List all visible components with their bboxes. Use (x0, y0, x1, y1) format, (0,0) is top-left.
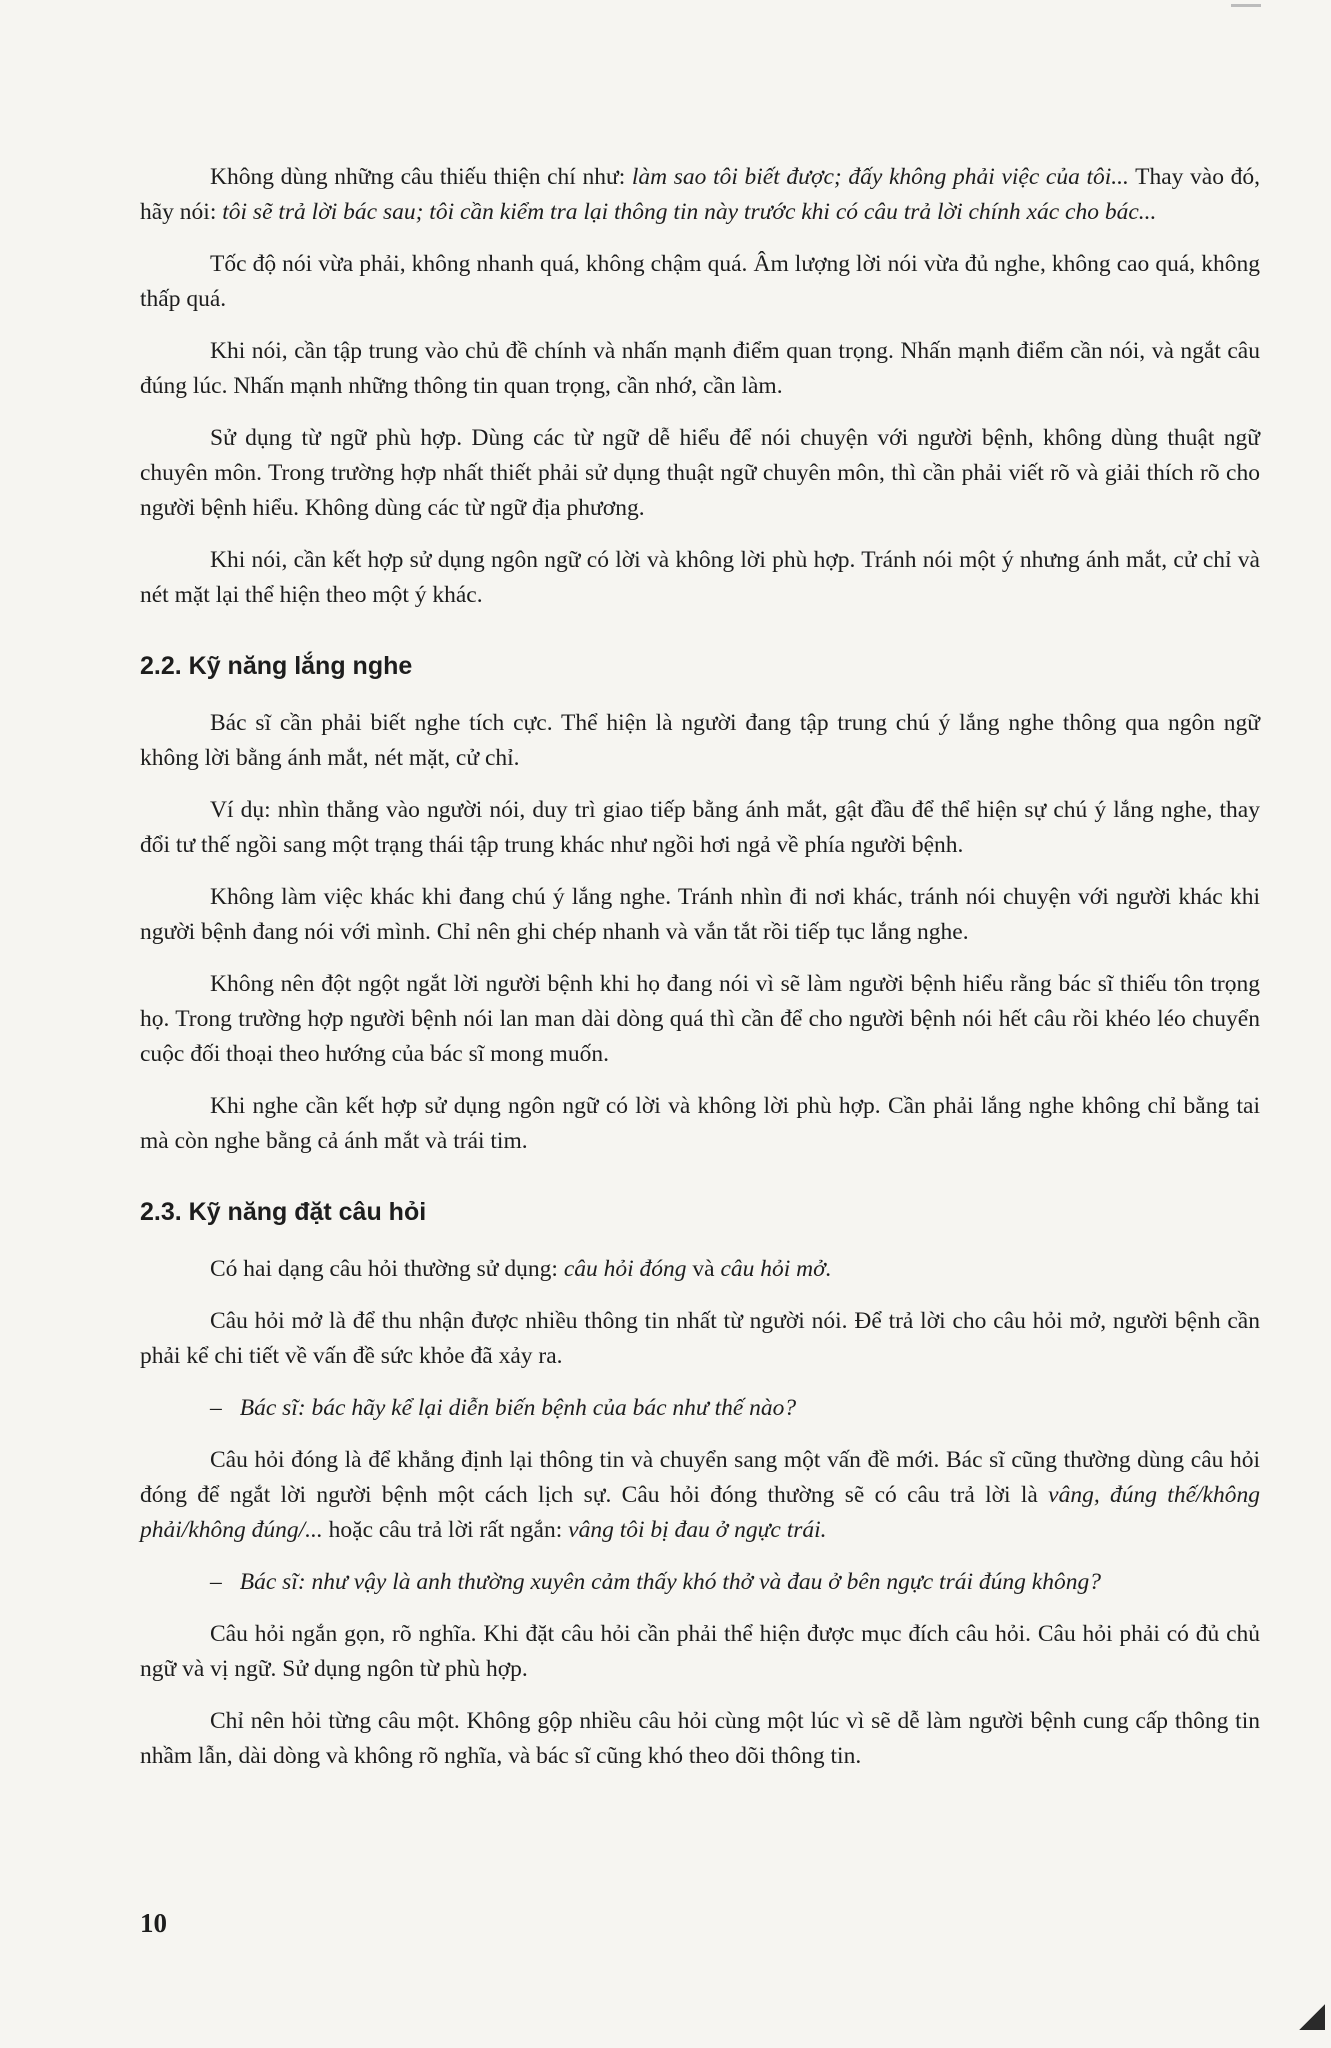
italic-text: câu hỏi mở. (720, 1256, 832, 1282)
dialogue-line (140, 1565, 1260, 1600)
paragraph (140, 160, 1260, 230)
text-run: Tốc độ nói vừa phải, không nhanh quá, không chậm quá. Âm lượng lời nói vừa đủ nghe, không cao quá, không thấp quá. (140, 251, 1260, 312)
intro-paragraphs (140, 160, 1260, 613)
text-run: Khi nói, cần tập trung vào chủ đề chính và nhấn mạnh điểm quan trọng. Nhấn mạnh điểm cần nói, và ngắt câu đúng lúc. Nhấn mạnh những thông tin quan trọng, cần nhớ, cần làm. (140, 338, 1260, 399)
text-run: Không nên đột ngột ngắt lời người bệnh khi họ đang nói vì sẽ làm người bệnh hiểu rằng bác sĩ thiếu tôn trọng họ. Trong trường hợp người bệnh nói lan man dài dòng quá thì cần để cho người bệnh nói hết câu rồi khéo léo chuyển cuộc đối thoại theo hướng của bác sĩ mong muốn. (140, 971, 1260, 1067)
italic-text: làm sao tôi biết được; đấy không phải việc của tôi... (631, 164, 1129, 190)
text-run: Không dùng những câu thiếu thiện chí như: (210, 164, 632, 190)
text-run: Câu hỏi ngắn gọn, rõ nghĩa. Khi đặt câu hỏi cần phải thể hiện được mục đích câu hỏi. Câu hỏi phải có đủ chủ ngữ và vị ngữ. Sử dụng ngôn từ phù hợp. (140, 1621, 1260, 1682)
dialogue-dash: – (210, 1395, 222, 1421)
paragraph (140, 421, 1260, 526)
paragraph (140, 1089, 1260, 1159)
italic-text: tôi sẽ trả lời bác sau; tôi cần kiểm tra lại thông tin này trước khi có câu trả lời chính xác cho bác... (222, 199, 1157, 225)
section-heading-2-3: 2.3. Kỹ năng đặt câu hỏi (140, 1198, 427, 1226)
paragraph (140, 793, 1260, 863)
scan-mark (1231, 4, 1261, 7)
text-run: và (686, 1256, 721, 1282)
page-corner-mark (1297, 2000, 1325, 2030)
paragraph (140, 706, 1260, 776)
page-number: 10 (140, 1908, 167, 1938)
paragraph (140, 334, 1260, 404)
text-run: Thay vào đó, hãy nói: (140, 164, 1260, 225)
italic-text: vâng, đúng thế/không phải/không đúng/... (140, 1482, 1260, 1543)
paragraph (140, 1304, 1260, 1374)
paragraph (140, 1443, 1260, 1548)
text-run: Sử dụng từ ngữ phù hợp. Dùng các từ ngữ dễ hiểu để nói chuyện với người bệnh, không dùng thuật ngữ chuyên môn. Trong trường hợp nhất thiết phải sử dụng thuật ngữ chuyên môn, thì cần phải viết rõ và giải thích rõ cho người bệnh hiểu. Không dùng các từ ngữ địa phương. (140, 425, 1260, 521)
italic-text: câu hỏi đóng (563, 1256, 687, 1282)
paragraph (140, 967, 1260, 1072)
paragraph (140, 880, 1260, 950)
paragraph (140, 1704, 1260, 1774)
italic-text: vâng tôi bị đau ở ngực trái. (568, 1517, 827, 1543)
dialogue-dash: – (210, 1569, 222, 1595)
text-run: Khi nói, cần kết hợp sử dụng ngôn ngữ có lời và không lời phù hợp. Tránh nói một ý nhưng ánh mắt, cử chỉ và nét mặt lại thể hiện theo một ý khác. (140, 547, 1260, 608)
text-run: Khi nghe cần kết hợp sử dụng ngôn ngữ có lời và không lời phù hợp. Cần phải lắng nghe không chỉ bằng tai mà còn nghe bằng cả ánh mắt và trái tim. (140, 1093, 1260, 1154)
italic-text: Bác sĩ: bác hãy kể lại diễn biến bệnh của bác như thế nào? (239, 1395, 797, 1421)
text-run: Câu hỏi đóng là để khẳng định lại thông tin và chuyển sang một vấn đề mới. Bác sĩ cũng thường dùng câu hỏi đóng để ngắt lời người bệnh một cách lịch sự. Câu hỏi đóng thường sẽ có câu trả lời là (140, 1447, 1260, 1508)
section-2-3-paragraphs (140, 1252, 1260, 1774)
italic-text: Bác sĩ: như vậy là anh thường xuyên cảm thấy khó thở và đau ở bên ngực trái đúng không? (239, 1569, 1101, 1595)
text-run: Chỉ nên hỏi từng câu một. Không gộp nhiều câu hỏi cùng một lúc vì sẽ dễ làm người bệnh cung cấp thông tin nhầm lẫn, dài dòng và không rõ nghĩa, và bác sĩ cũng khó theo dõi thông tin. (140, 1708, 1260, 1769)
section-heading-2-2: 2.2. Kỹ năng lắng nghe (140, 652, 413, 680)
paragraph (140, 543, 1260, 613)
page-content (140, 160, 1260, 1791)
text-run: Không làm việc khác khi đang chú ý lắng nghe. Tránh nhìn đi nơi khác, tránh nói chuyện với người khác khi người bệnh đang nói với mình. Chỉ nên ghi chép nhanh và vắn tắt rồi tiếp tục lắng nghe. (140, 884, 1260, 945)
text-run: Bác sĩ cần phải biết nghe tích cực. Thể hiện là người đang tập trung chú ý lắng nghe thông qua ngôn ngữ không lời bằng ánh mắt, nét mặt, cử chỉ. (140, 710, 1260, 771)
section-2-2-paragraphs (140, 706, 1260, 1159)
dialogue-line (140, 1391, 1260, 1426)
text-run: hoặc câu trả lời rất ngắn: (322, 1517, 569, 1543)
text-run: Có hai dạng câu hỏi thường sử dụng: (210, 1256, 564, 1282)
text-run: Câu hỏi mở là để thu nhận được nhiều thông tin nhất từ người nói. Để trả lời cho câu hỏi mở, người bệnh cần phải kể chi tiết về vấn đề sức khỏe đã xảy ra. (140, 1308, 1260, 1369)
paragraph (140, 247, 1260, 317)
paragraph (140, 1617, 1260, 1687)
text-run: Ví dụ: nhìn thẳng vào người nói, duy trì giao tiếp bằng ánh mắt, gật đầu để thể hiện sự chú ý lắng nghe, thay đổi tư thế ngồi sang một trạng thái tập trung khác như ngồi hơi ngả về phía người bệnh. (140, 797, 1260, 858)
paragraph (140, 1252, 1260, 1287)
